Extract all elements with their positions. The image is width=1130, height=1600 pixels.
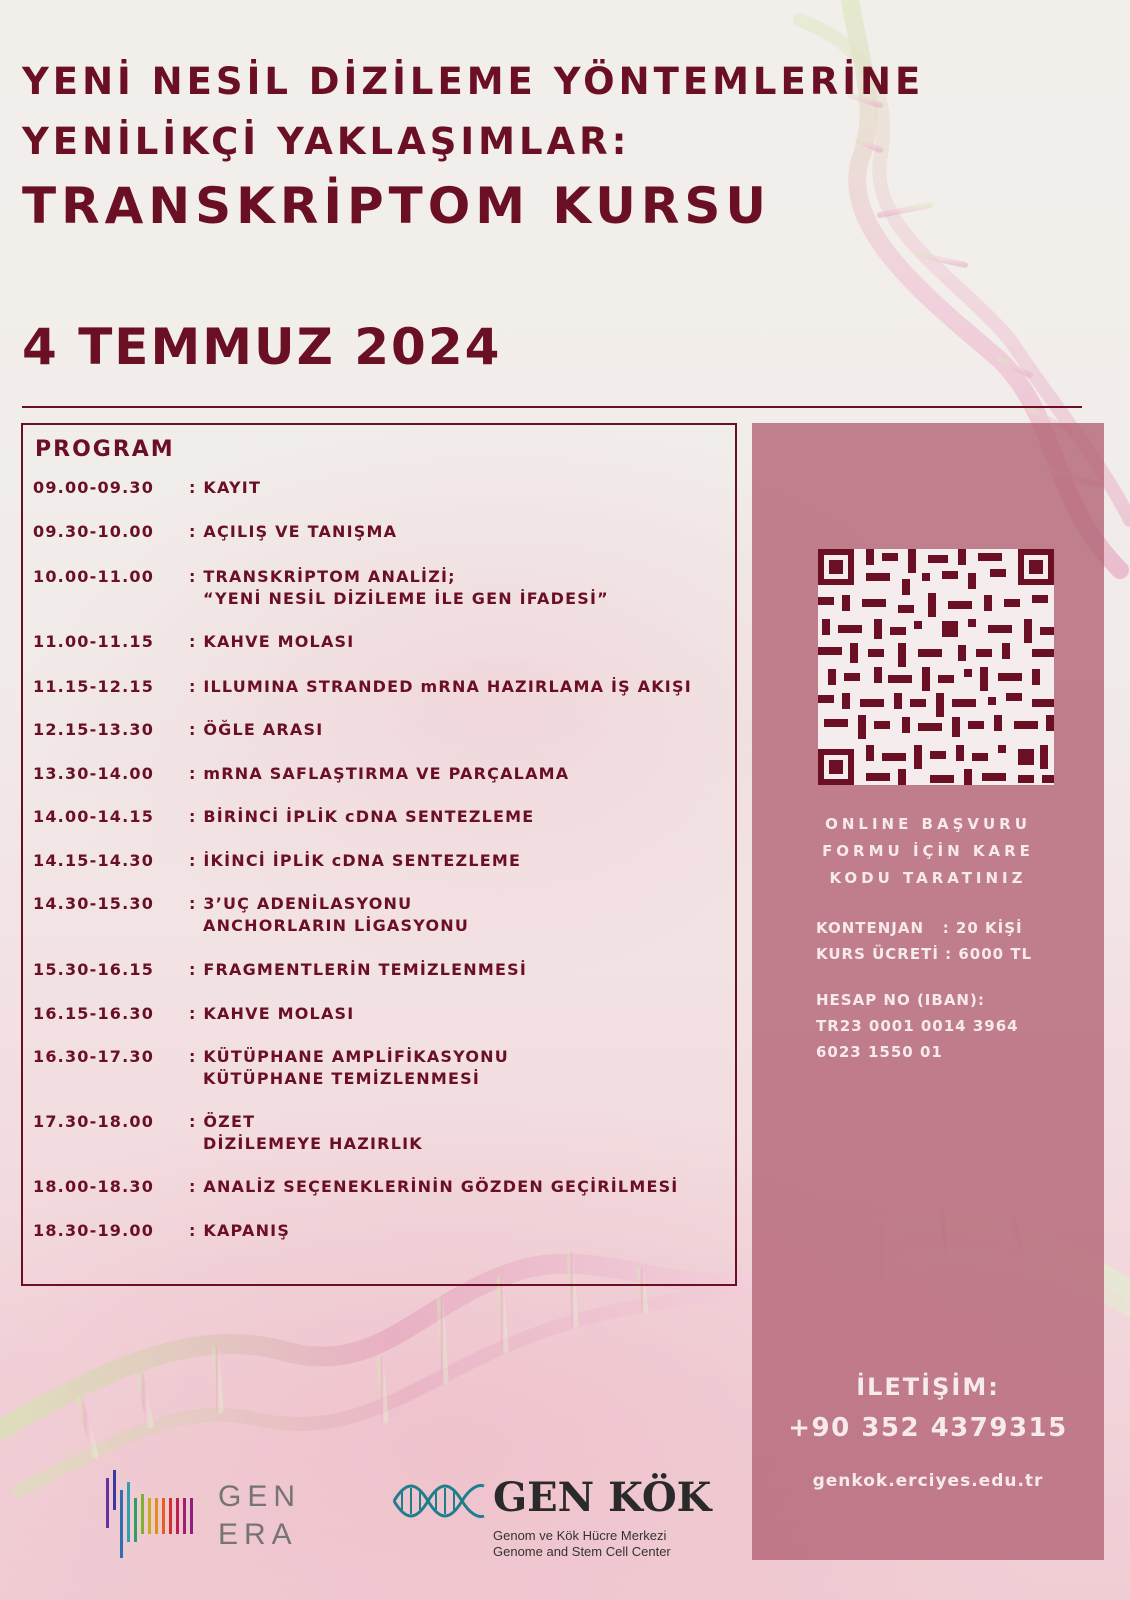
schedule-time: 14.30-15.30: [33, 894, 155, 913]
event-date: 4 TEMMUZ 2024: [22, 318, 502, 376]
genkok-subtitle-en: Genome and Stem Cell Center: [493, 1544, 671, 1559]
genera-text-bottom: ERA: [218, 1518, 298, 1551]
schedule-time: 18.00-18.30: [33, 1177, 155, 1196]
schedule-item: [33, 676, 692, 698]
title-line-1: YENİ NESİL DİZİLEME YÖNTEMLERİNE: [22, 60, 925, 103]
schedule-text: : KAHVE MOLASI: [189, 1004, 355, 1023]
schedule-text: : FRAGMENTLERİN TEMİZLENMESİ: [189, 960, 528, 979]
schedule-item: [33, 719, 323, 741]
schedule-time: 18.30-19.00: [33, 1221, 155, 1240]
schedule-item: [33, 1003, 354, 1025]
schedule-time: 13.30-14.00: [33, 764, 155, 783]
schedule-text: : mRNA SAFLAŞTIRMA VE PARÇALAMA: [189, 764, 570, 783]
schedule-text: KÜTÜPHANE TEMİZLENMESİ: [203, 1069, 480, 1088]
quota: KONTENJAN : 20 KİŞİ: [816, 919, 1023, 937]
schedule-time: 17.30-18.00: [33, 1112, 155, 1131]
qr-code-icon: [818, 549, 1054, 785]
schedule-text: : ANALİZ SEÇENEKLERİNİN GÖZDEN GEÇİRİLMESİ: [189, 1177, 679, 1196]
schedule-time: 16.30-17.30: [33, 1047, 155, 1066]
iban-label: HESAP NO (IBAN):: [816, 991, 985, 1009]
schedule-item: [33, 631, 354, 653]
course-fee: KURS ÜCRETİ : 6000 TL: [816, 945, 1033, 963]
title-line-2: YENİLİKÇİ YAKLAŞIMLAR:: [22, 120, 631, 163]
schedule-time: 09.30-10.00: [33, 522, 155, 541]
genkok-name: GEN KÖK: [493, 1474, 712, 1521]
schedule-item: [33, 521, 397, 543]
schedule-time: 14.15-14.30: [33, 851, 155, 870]
qr-instruction-line: ONLINE BAŞVURU: [825, 815, 1031, 833]
website-link[interactable]: genkok.erciyes.edu.tr: [812, 1471, 1044, 1491]
schedule-text: : KAPANIŞ: [189, 1221, 291, 1240]
schedule-text: : BİRİNCİ İPLİK cDNA SENTEZLEME: [189, 807, 535, 826]
iban-line-1: TR23 0001 0014 3964: [816, 1017, 1019, 1035]
schedule-text: : İKİNCİ İPLİK cDNA SENTEZLEME: [189, 851, 522, 870]
schedule-text: : TRANSKRİPTOM ANALİZİ;: [189, 567, 456, 586]
genkok-dna-icon: [386, 1476, 486, 1526]
schedule-text: : KAYIT: [189, 478, 262, 497]
qr-code[interactable]: [818, 549, 1054, 785]
genkok-logo: [386, 1476, 716, 1566]
qr-instruction-line: FORMU İÇİN KARE: [822, 842, 1034, 860]
schedule-item: [33, 763, 569, 785]
phone-number[interactable]: +90 352 4379315: [788, 1413, 1068, 1443]
schedule-time: 11.15-12.15: [33, 677, 155, 696]
schedule-item: [33, 959, 527, 981]
genera-logo: [104, 1470, 314, 1560]
schedule-time: 10.00-11.00: [33, 567, 155, 586]
iban-line-2: 6023 1550 01: [816, 1043, 943, 1061]
divider: [22, 406, 1082, 408]
schedule-text: : ÖZET: [189, 1112, 256, 1131]
schedule-item: [33, 806, 534, 828]
schedule-text: : 3’UÇ ADENİLASYONU: [189, 894, 413, 913]
schedule-item: [33, 850, 521, 872]
genkok-subtitle-tr: Genom ve Kök Hücre Merkezi: [493, 1528, 667, 1543]
schedule-time: 12.15-13.30: [33, 720, 155, 739]
schedule-text: DİZİLEMEYE HAZIRLIK: [203, 1134, 423, 1153]
program-heading: PROGRAM: [35, 437, 175, 462]
info-panel: [752, 423, 1104, 1560]
schedule-item: [33, 1046, 509, 1090]
schedule-text: : AÇILIŞ VE TANIŞMA: [189, 522, 398, 541]
course-title: [22, 52, 924, 238]
schedule-item: [33, 893, 469, 937]
schedule-item: [33, 1111, 423, 1155]
program-schedule: [21, 423, 737, 1286]
schedule-item: [33, 1220, 290, 1242]
qr-instructions: [752, 811, 1104, 892]
contact-title: İLETİŞİM:: [856, 1373, 1000, 1401]
qr-instruction-line: KODU TARATINIZ: [829, 869, 1027, 887]
schedule-text: : KAHVE MOLASI: [189, 632, 355, 651]
genera-text-top: GEN: [218, 1480, 302, 1513]
schedule-time: 11.00-11.15: [33, 632, 155, 651]
title-line-3: TRANSKRİPTOM KURSU: [22, 177, 772, 235]
schedule-time: 16.15-16.30: [33, 1004, 155, 1023]
schedule-text: “YENİ NESİL DİZİLEME İLE GEN İFADESİ”: [203, 589, 609, 608]
schedule-text: : ILLUMINA STRANDED mRNA HAZIRLAMA İŞ AKIŞI: [189, 677, 692, 696]
schedule-text: : KÜTÜPHANE AMPLİFİKASYONU: [189, 1047, 509, 1066]
schedule-time: 15.30-16.15: [33, 960, 155, 979]
schedule-time: 09.00-09.30: [33, 478, 155, 497]
genera-barcode-icon: [104, 1470, 204, 1560]
schedule-time: 14.00-14.15: [33, 807, 155, 826]
schedule-item: [33, 477, 261, 499]
schedule-item: [33, 566, 609, 610]
schedule-item: [33, 1176, 678, 1198]
schedule-text: : ÖĞLE ARASI: [189, 720, 324, 739]
schedule-text: ANCHORLARIN LİGASYONU: [203, 916, 470, 935]
